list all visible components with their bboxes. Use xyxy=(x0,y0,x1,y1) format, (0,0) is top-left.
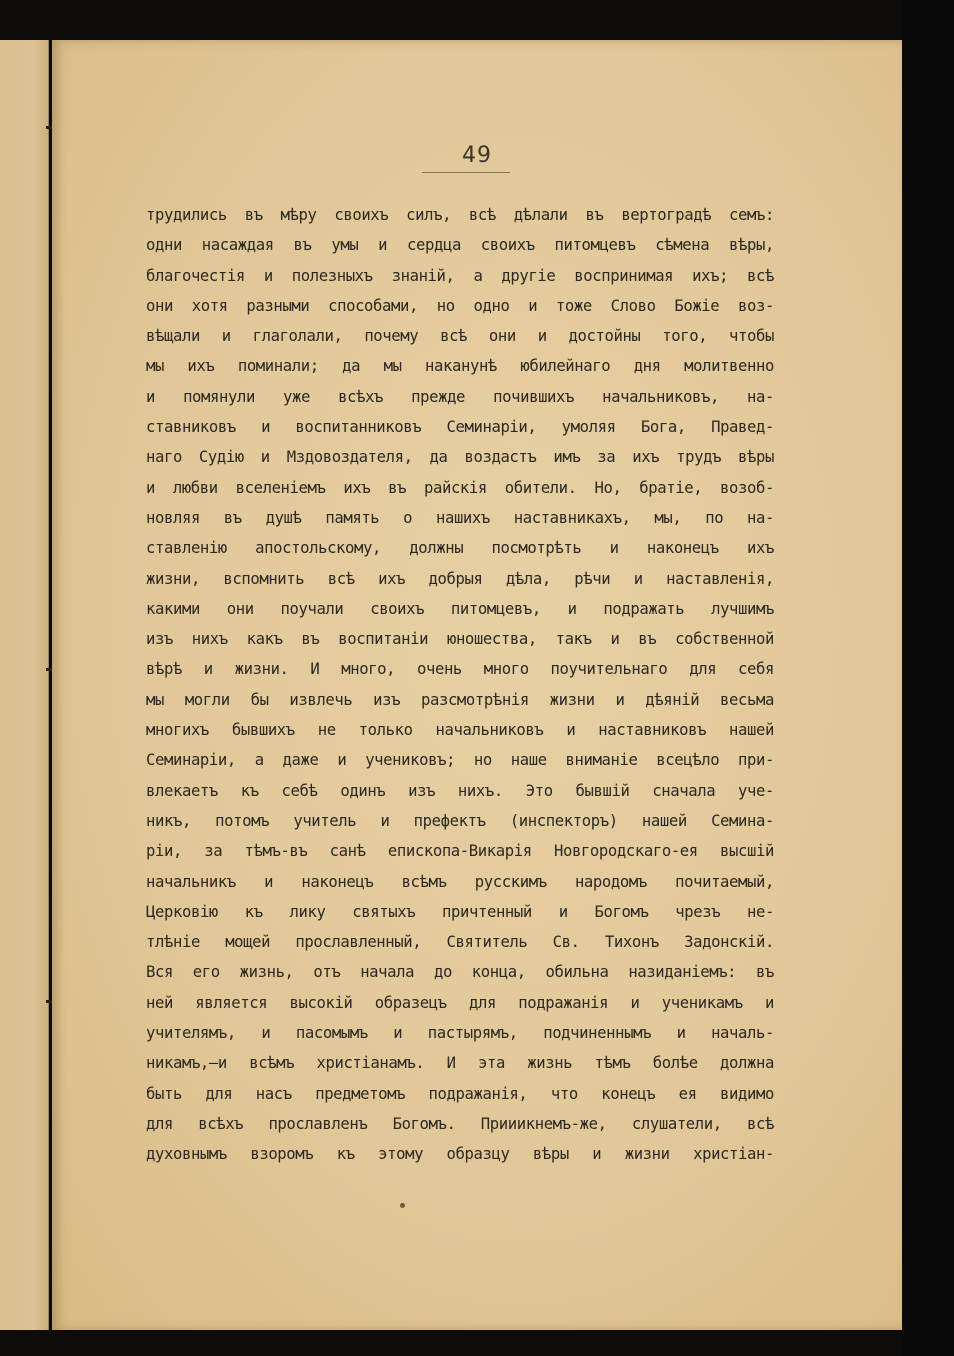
text-line: вѣрѣ и жизни. И много, очень много поучительнаго для себя xyxy=(146,660,774,679)
text-line: влекаетъ къ себѣ одинъ изъ нихъ. Это бывшій сначала уче- xyxy=(146,781,774,800)
text-line: Семинаріи, а даже и учениковъ; но наше вниманіе всецѣло при- xyxy=(146,751,774,770)
text-line: наго Судію и Мздовоздателя, да воздастъ имъ за ихъ трудъ вѣры xyxy=(146,448,774,467)
text-line: изъ нихъ какъ въ воспитаніи юношества, такъ и въ собственной xyxy=(146,630,774,649)
text-line: ставниковъ и воспитанниковъ Семинаріи, умоляя Бога, Правед- xyxy=(146,418,774,437)
text-line: духовнымъ взоромъ къ этому образцу вѣры и жизни христіан- xyxy=(146,1145,774,1164)
text-line: ріи, за тѣмъ-въ санѣ епископа-Викарія Новгородскаго-ея высшій xyxy=(146,842,774,861)
text-line: жизни, вспомнить всѣ ихъ добрыя дѣла, рѣчи и наставленія, xyxy=(146,569,774,588)
book-page xyxy=(52,40,902,1330)
text-line: начальникъ и наконецъ всѣмъ русскимъ народомъ почитаемый, xyxy=(146,872,774,891)
text-line: никамъ,—и всѣмъ христіанамъ. И эта жизнь тѣмъ болѣе должна xyxy=(146,1054,774,1073)
text-line: многихъ бывшихъ не только начальниковъ и наставниковъ нашей xyxy=(146,721,774,740)
text-line: они хотя разными способами, но одно и тоже Слово Божіе воз- xyxy=(146,296,774,315)
scan-border xyxy=(902,0,954,1356)
text-line: и любви вселеніемъ ихъ въ райскія обители. Но, братіе, возоб- xyxy=(146,478,774,497)
text-line: одни насаждая въ умы и сердца своихъ питомцевъ сѣмена вѣры, xyxy=(146,236,774,255)
text-line: какими они поучали своихъ питомцевъ, и подражать лучшимъ xyxy=(146,599,774,618)
page-number: 49 xyxy=(462,143,492,168)
text-line: тлѣніе мощей прославленный, Святитель Св. Тихонъ Задонскій. xyxy=(146,933,774,952)
text-line: мы ихъ поминали; да мы наканунѣ юбилейнаго дня молитвенно xyxy=(146,357,774,376)
text-line: трудились въ мѣру своихъ силъ, всѣ дѣлали въ вертоградѣ семъ: xyxy=(146,206,774,224)
text-line: никъ, потомъ учитель и префектъ (инспекторъ) нашей Семина- xyxy=(146,811,774,830)
text-line: и помянули уже всѣхъ прежде почившихъ начальниковъ, на- xyxy=(146,387,774,406)
header-rule xyxy=(422,172,510,173)
text-line: для всѣхъ прославленъ Богомъ. Прииикнемъ-же, слушатели, всѣ xyxy=(146,1114,774,1133)
text-line: ставленію апостольскому, должны посмотрѣть и наконецъ ихъ xyxy=(146,539,774,558)
body-text xyxy=(146,200,774,1170)
text-line: быть для насъ предметомъ подражанія, что конецъ ея видимо xyxy=(146,1084,774,1103)
text-line: мы могли бы извлечь изъ разсмотрѣнія жизни и дѣяній весьма xyxy=(146,690,774,709)
text-line: вѣщали и глаголали, почему всѣ они и достойны того, чтобы xyxy=(146,327,774,346)
text-line: новляя въ душѣ память о нашихъ наставникахъ, мы, по на- xyxy=(146,508,774,527)
text-line: Вся его жизнь, отъ начала до конца, обильна назиданіемъ: въ xyxy=(146,963,774,982)
ink-dot xyxy=(400,1203,405,1208)
text-line: Церковію къ лику святыхъ причтенный и Богомъ чрезъ не- xyxy=(146,902,774,921)
text-line: учителямъ, и пасомымъ и пастырямъ, подчиненнымъ и началь- xyxy=(146,1024,774,1043)
text-line: ней является высокій образецъ для подражанія и ученикамъ и xyxy=(146,993,774,1012)
previous-page-edge xyxy=(0,40,49,1330)
text-line: благочестія и полезныхъ знаній, а другіе воспринимая ихъ; всѣ xyxy=(146,266,774,285)
